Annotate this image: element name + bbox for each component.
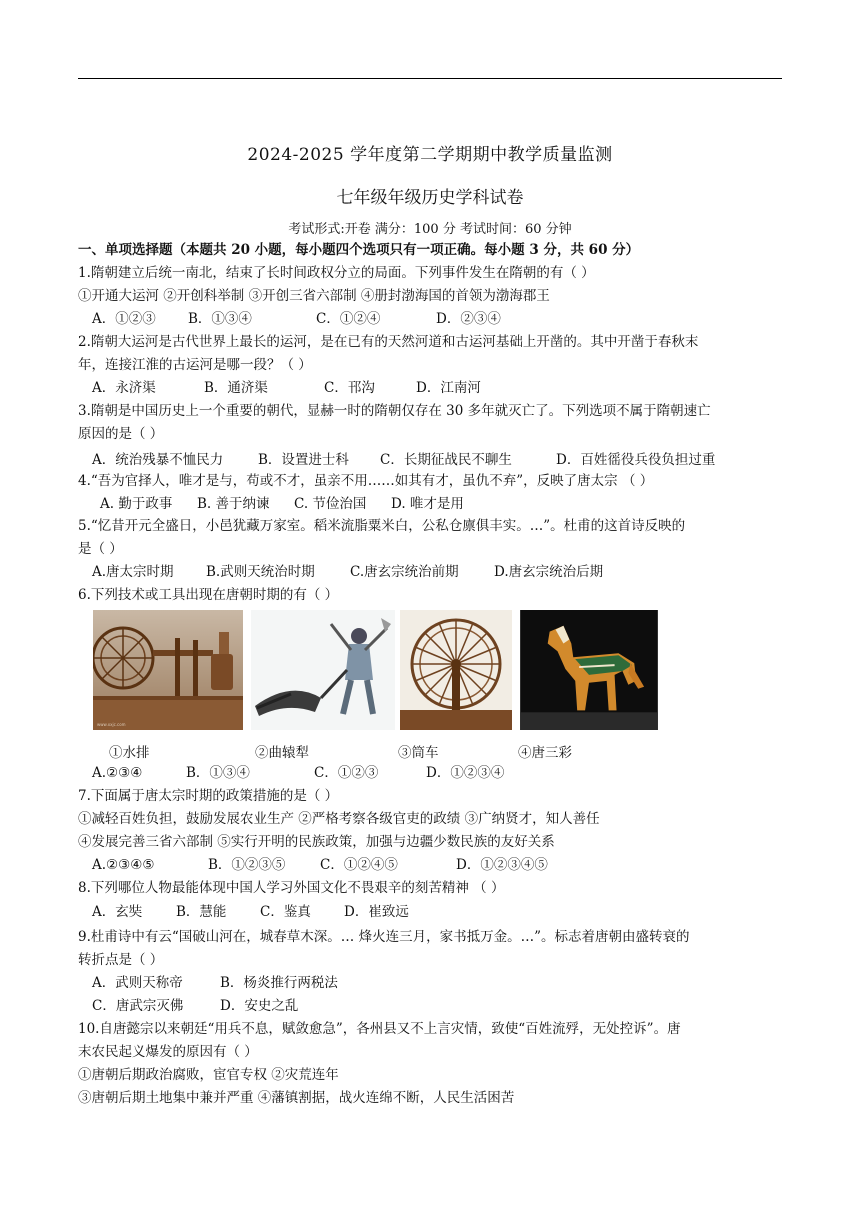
question-5-stem-cont: 是（ ）	[78, 541, 123, 557]
option-c: C．唐武宗灭佛	[92, 998, 184, 1014]
question-2-options	[92, 379, 481, 397]
image-watermark: www.xxjc.com	[97, 722, 126, 727]
question-7-items: ①减轻百姓负担，鼓励发展农业生产 ②严格考察各级官吏的政绩 ③广纳贤才，知人善任	[78, 811, 600, 827]
question-3-stem: 3.隋朝是中国历史上一个重要的朝代，显赫一时的隋朝仅存在 30 多年就灭亡了。下列选项不属于隋朝速亡	[78, 403, 711, 419]
option-b: B．慧能	[176, 904, 227, 920]
option-d: D．安史之乱	[220, 998, 299, 1014]
question-6-stem: 6.下列技术或工具出现在唐朝时期的有（ ）	[78, 587, 339, 603]
curved-plough-image	[251, 610, 395, 730]
question-1-stem: 1.隋朝建立后统一南北，结束了长时间政权分立的局面。下列事件发生在隋朝的有（ ）	[78, 265, 595, 281]
exam-info: 考试形式:开卷 满分：100 分 考试时间：60 分钟	[288, 222, 572, 237]
question-10-stem: 10.自唐懿宗以来朝廷“用兵不息，赋敛愈急”，各州县又不上言灾情，致使“百姓流殍，无处控诉”。唐	[78, 1021, 681, 1037]
question-9-stem-cont: 转折点是（ ）	[78, 952, 164, 968]
question-9-stem: 9.杜甫诗中有云“国破山河在，城春草木深。… 烽火连三月，家书抵万金。…”。标志着唐朝由盛转衰的	[78, 929, 690, 945]
option-b: B．①②③⑤	[208, 857, 286, 873]
question-7-items-cont: ④发展完善三省六部制 ⑤实行开明的民族政策，加强与边疆少数民族的友好关系	[78, 834, 555, 850]
question-3-options	[92, 451, 715, 469]
option-d: D．百姓徭役兵役负担过重	[556, 452, 716, 468]
water-bellows-image	[93, 610, 243, 730]
section-heading: 一、单项选择题（本题共 20 小题，每小题四个选项只有一项正确。每小题 3 分，共 60 分）	[78, 242, 640, 258]
exam-title: 2024-2025 学年度第二学期期中教学质量监测	[247, 145, 613, 165]
caption-tang-sancai: ④唐三彩	[518, 745, 572, 761]
option-b: B．设置进士科	[258, 452, 349, 468]
option-a: A. 勤于政事	[100, 496, 173, 512]
option-a: A.②③④⑤	[92, 857, 155, 873]
question-2-stem-cont: 年，连接江淮的古运河是哪一段？（ ）	[78, 357, 312, 373]
question-8-stem: 8.下列哪位人物最能体现中国人学习外国文化不畏艰辛的刻苦精神 （ ）	[78, 880, 505, 896]
question-3-stem-cont: 原因的是（ ）	[78, 426, 164, 442]
question-4-options	[100, 495, 464, 513]
option-b: B．①③④	[186, 765, 250, 781]
option-d: D．①②③④	[426, 765, 505, 781]
question-7-stem: 7.下面属于唐太宗时期的政策措施的是（ ）	[78, 788, 339, 804]
option-c: C．邗沟	[324, 380, 375, 396]
option-a: A．统治残暴不恤民力	[92, 452, 224, 468]
option-c: C．①②④⑤	[320, 857, 398, 873]
caption-water-bellows: ①水排	[109, 745, 150, 761]
caption-tube-waterwheel: ③筒车	[398, 745, 439, 761]
option-d: D. 唯才是用	[391, 496, 464, 512]
question-4-stem: 4.“吾为官择人，唯才是与，苟或不才，虽亲不用……如其有才，虽仇不弃”，反映了唐太宗 （ ）	[78, 473, 654, 489]
option-c: C．长期征战民不聊生	[380, 452, 512, 468]
header-rule	[78, 78, 782, 79]
question-5-stem: 5.“忆昔开元全盛日，小邑犹藏万家室。稻米流脂粟米白，公私仓廪俱丰实。…”。杜甫的这首诗反映的	[78, 518, 686, 534]
question-2-stem: 2.隋朝大运河是古代世界上最长的运河，是在已有的天然河道和古运河基础上开凿的。其中开凿于春秋末	[78, 334, 699, 350]
option-a: A．永济渠	[92, 380, 156, 396]
question-10-stem-cont: 末农民起义爆发的原因有（ ）	[78, 1044, 258, 1060]
question-10-items: ①唐朝后期政治腐败，宦官专权 ②灾荒连年	[78, 1067, 339, 1083]
tang-sancai-horse-image	[519, 610, 659, 730]
option-a: A.唐太宗时期	[92, 564, 174, 580]
exam-subtitle: 七年级年级历史学科试卷	[336, 188, 524, 208]
option-b: B.武则天统治时期	[206, 564, 315, 580]
option-d: D．江南河	[416, 380, 481, 396]
question-10-items-cont: ③唐朝后期土地集中兼并严重 ④藩镇割据，战火连绵不断，人民生活困苦	[78, 1090, 515, 1106]
option-c: C. 节俭治国	[294, 496, 367, 512]
question-8-options	[92, 903, 409, 921]
question-1-options	[92, 310, 501, 328]
option-c: C．①②④	[316, 311, 381, 327]
option-b: B．通济渠	[204, 380, 268, 396]
option-c: C．①②③	[314, 765, 379, 781]
option-b: B. 善于纳谏	[197, 496, 270, 512]
option-b: B．①③④	[188, 311, 252, 327]
question-6-options	[92, 764, 504, 782]
question-7-options	[92, 856, 548, 874]
option-d: D.唐玄宗统治后期	[494, 564, 604, 580]
option-b: B．杨炎推行两税法	[220, 975, 338, 991]
option-d: D．①②③④⑤	[456, 857, 548, 873]
option-a: A．①②③	[92, 311, 156, 327]
question-9-options-row2	[92, 997, 298, 1015]
option-d: D．②③④	[436, 311, 501, 327]
option-a: A.②③④	[92, 765, 143, 781]
caption-curved-plough: ②曲辕犁	[255, 745, 309, 761]
option-d: D．崔致远	[344, 904, 409, 920]
tube-waterwheel-image	[400, 610, 512, 730]
question-5-options	[92, 563, 603, 581]
option-c: C.唐玄宗统治前期	[350, 564, 459, 580]
question-9-options-row1	[92, 974, 338, 992]
option-c: C．鉴真	[260, 904, 311, 920]
option-a: A．武则天称帝	[92, 975, 183, 991]
option-a: A．玄奘	[92, 904, 143, 920]
question-1-items: ①开通大运河 ②开创科举制 ③开创三省六部制 ④册封渤海国的首领为渤海郡王	[78, 288, 550, 304]
